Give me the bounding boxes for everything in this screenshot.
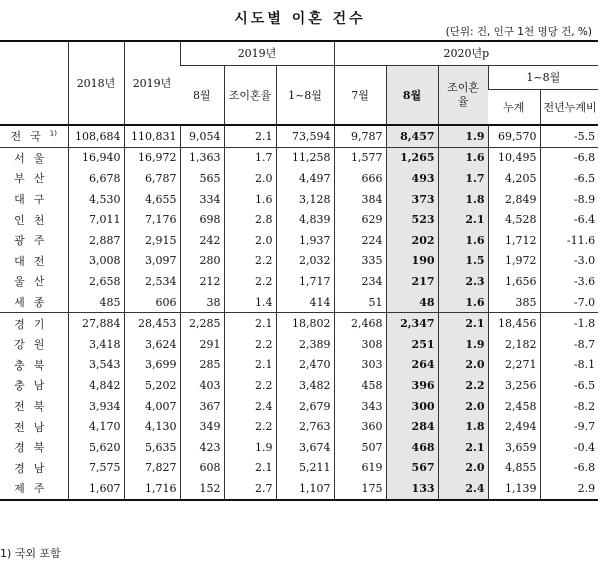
cell-aug20: 217 [386,271,438,292]
cell-rate19: 2.0 [224,168,276,189]
region-name: 전국 [10,130,50,144]
cell-y2019: 1,716 [124,478,180,500]
cell-rate19: 2.1 [224,313,276,334]
region-name: 부산 [14,172,54,186]
cell-y2019: 7,827 [124,458,180,479]
cell-cum20: 4,855 [488,458,540,479]
cell-cum20: 3,256 [488,375,540,396]
cell-jul20: 51 [334,292,386,313]
cell-cum20: 18,456 [488,313,540,334]
header-2018: 2018년 [68,41,124,125]
region-cell [0,355,68,376]
cell-janaug19: 414 [276,292,334,313]
cell-rate19: 1.9 [224,437,276,458]
cell-aug20: 523 [386,209,438,230]
cell-cum20: 1,139 [488,478,540,500]
cell-rate19: 2.4 [224,396,276,417]
table-row [0,147,598,168]
table-row [0,334,598,355]
cell-aug20: 202 [386,230,438,251]
cell-y2018: 7,575 [68,458,124,479]
header-cum-2020: 누계 [488,89,540,125]
region-name: 제주 [14,482,54,496]
cell-rate19: 2.0 [224,230,276,251]
cell-jul20: 666 [334,168,386,189]
region-name: 경북 [14,441,54,455]
cell-aug19: 152 [180,478,224,500]
cell-ratio20: 2.9 [540,478,598,500]
header-group-2019: 2019년 [180,41,334,65]
cell-ratio20: -11.6 [540,230,598,251]
cell-ratio20: -6.8 [540,147,598,168]
cell-aug19: 2,285 [180,313,224,334]
cell-aug19: 608 [180,458,224,479]
cell-jul20: 175 [334,478,386,500]
cell-aug19: 349 [180,416,224,437]
cell-y2019: 4,130 [124,416,180,437]
cell-rate19: 2.1 [224,458,276,479]
cell-rate19: 2.2 [224,416,276,437]
cell-ratio20: -8.1 [540,355,598,376]
region-name: 경기 [14,317,54,331]
cell-rate20: 2.1 [438,437,488,458]
cell-cum20: 2,458 [488,396,540,417]
cell-janaug19: 3,482 [276,375,334,396]
table-row [0,478,598,500]
cell-aug19: 285 [180,355,224,376]
region-name: 충남 [14,379,54,393]
header-aug-2019: 8월 [180,65,224,125]
cell-cum20: 4,528 [488,209,540,230]
cell-aug20: 48 [386,292,438,313]
cell-jul20: 458 [334,375,386,396]
cell-y2019: 5,202 [124,375,180,396]
cell-ratio20: -6.8 [540,458,598,479]
cell-rate20: 2.0 [438,355,488,376]
cell-aug20: 373 [386,189,438,210]
region-name: 대구 [14,193,54,207]
cell-y2018: 6,678 [68,168,124,189]
cell-aug20: 8,457 [386,125,438,147]
table-row [0,251,598,272]
region-name: 세종 [14,296,54,310]
cell-ratio20: -6.5 [540,168,598,189]
header-rate-2020: 조이혼율 [438,65,488,125]
cell-rate20: 1.7 [438,168,488,189]
cell-rate20: 1.5 [438,251,488,272]
cell-y2018: 3,543 [68,355,124,376]
cell-janaug19: 4,839 [276,209,334,230]
cell-jul20: 335 [334,251,386,272]
region-cell [0,271,68,292]
region-cell [0,230,68,251]
cell-rate20: 1.8 [438,189,488,210]
divorce-table [0,40,598,501]
cell-aug20: 493 [386,168,438,189]
header-rate-2019: 조이혼율 [224,65,276,125]
cell-jul20: 384 [334,189,386,210]
region-name: 울산 [14,275,54,289]
table-row [0,437,598,458]
table-row [0,416,598,437]
cell-janaug19: 2,679 [276,396,334,417]
region-cell [0,313,68,334]
cell-rate19: 1.7 [224,147,276,168]
cell-y2019: 5,635 [124,437,180,458]
region-name: 대전 [14,254,54,268]
cell-rate19: 2.1 [224,125,276,147]
table-row [0,125,598,147]
region-cell [0,478,68,500]
cell-rate19: 2.2 [224,375,276,396]
cell-cum20: 2,182 [488,334,540,355]
cell-janaug19: 2,032 [276,251,334,272]
cell-y2019: 7,176 [124,209,180,230]
cell-rate19: 2.1 [224,355,276,376]
cell-ratio20: -0.4 [540,437,598,458]
cell-janaug19: 11,258 [276,147,334,168]
cell-rate19: 2.2 [224,334,276,355]
region-cell [0,396,68,417]
region-cell [0,458,68,479]
cell-aug19: 38 [180,292,224,313]
table-row [0,230,598,251]
cell-rate20: 1.6 [438,292,488,313]
cell-y2019: 6,787 [124,168,180,189]
table-row [0,396,598,417]
region-cell [0,334,68,355]
cell-jul20: 629 [334,209,386,230]
footnote: 1) 국외 포함 [0,547,61,560]
cell-aug19: 291 [180,334,224,355]
cell-cum20: 2,494 [488,416,540,437]
cell-ratio20: -1.8 [540,313,598,334]
cell-rate20: 2.1 [438,209,488,230]
cell-aug19: 367 [180,396,224,417]
cell-aug19: 1,363 [180,147,224,168]
table-row [0,209,598,230]
cell-janaug19: 4,497 [276,168,334,189]
table-row [0,292,598,313]
region-name: 인천 [14,213,54,227]
cell-y2018: 4,530 [68,189,124,210]
cell-y2019: 2,534 [124,271,180,292]
region-name: 광주 [14,234,54,248]
cell-aug20: 468 [386,437,438,458]
cell-y2019: 16,972 [124,147,180,168]
cell-jul20: 619 [334,458,386,479]
cell-aug19: 423 [180,437,224,458]
cell-cum20: 69,570 [488,125,540,147]
cell-ratio20: -8.7 [540,334,598,355]
region-header [0,41,68,125]
cell-aug20: 567 [386,458,438,479]
cell-ratio20: -3.6 [540,271,598,292]
region-name: 충북 [14,358,54,372]
cell-rate20: 1.6 [438,230,488,251]
cell-janaug19: 1,717 [276,271,334,292]
cell-y2018: 4,170 [68,416,124,437]
cell-rate20: 2.3 [438,271,488,292]
cell-rate19: 2.7 [224,478,276,500]
cell-aug20: 133 [386,478,438,500]
region-name: 전남 [14,420,54,434]
cell-aug20: 190 [386,251,438,272]
cell-aug20: 264 [386,355,438,376]
cell-aug20: 2,347 [386,313,438,334]
cell-aug19: 280 [180,251,224,272]
cell-y2018: 3,008 [68,251,124,272]
cell-cum20: 3,659 [488,437,540,458]
region-cell [0,375,68,396]
cell-y2019: 2,915 [124,230,180,251]
cell-jul20: 343 [334,396,386,417]
footnote-marker: 1) [49,129,57,138]
cell-ratio20: -8.2 [540,396,598,417]
region-cell [0,147,68,168]
header-cum-ratio-2020: 전년누계비 [540,89,598,125]
cell-y2018: 4,842 [68,375,124,396]
header-2019: 2019년 [124,41,180,125]
cell-janaug19: 1,107 [276,478,334,500]
cell-aug19: 698 [180,209,224,230]
cell-janaug19: 3,674 [276,437,334,458]
cell-aug20: 284 [386,416,438,437]
cell-jul20: 360 [334,416,386,437]
cell-ratio20: -9.7 [540,416,598,437]
region-name: 전북 [14,400,54,414]
cell-y2018: 2,887 [68,230,124,251]
cell-y2018: 3,934 [68,396,124,417]
table-row [0,189,598,210]
region-name: 서울 [14,151,54,165]
cell-cum20: 2,271 [488,355,540,376]
cell-rate20: 2.1 [438,313,488,334]
cell-y2018: 16,940 [68,147,124,168]
cell-janaug19: 3,128 [276,189,334,210]
cell-jul20: 224 [334,230,386,251]
cell-jul20: 234 [334,271,386,292]
cell-rate20: 2.0 [438,458,488,479]
cell-janaug19: 18,802 [276,313,334,334]
cell-y2018: 485 [68,292,124,313]
cell-y2018: 27,884 [68,313,124,334]
cell-rate20: 1.9 [438,334,488,355]
cell-y2018: 7,011 [68,209,124,230]
cell-ratio20: -3.0 [540,251,598,272]
cell-jul20: 9,787 [334,125,386,147]
cell-y2018: 5,620 [68,437,124,458]
cell-rate20: 2.2 [438,375,488,396]
cell-y2019: 3,699 [124,355,180,376]
cell-aug19: 565 [180,168,224,189]
cell-aug20: 300 [386,396,438,417]
cell-aug20: 251 [386,334,438,355]
region-cell [0,251,68,272]
cell-ratio20: -6.4 [540,209,598,230]
cell-rate20: 2.4 [438,478,488,500]
cell-aug19: 9,054 [180,125,224,147]
cell-cum20: 10,495 [488,147,540,168]
cell-rate19: 2.8 [224,209,276,230]
region-name: 경남 [14,461,54,475]
cell-rate20: 1.8 [438,416,488,437]
header-aug-2020: 8월 [386,65,438,125]
cell-ratio20: -6.5 [540,375,598,396]
cell-aug19: 403 [180,375,224,396]
cell-cum20: 2,849 [488,189,540,210]
cell-rate20: 1.6 [438,147,488,168]
cell-janaug19: 2,470 [276,355,334,376]
region-name: 강원 [14,338,54,352]
cell-janaug19: 1,937 [276,230,334,251]
cell-y2019: 28,453 [124,313,180,334]
table-row [0,458,598,479]
header-group-2020: 2020년p [334,41,598,65]
cell-aug19: 212 [180,271,224,292]
header-jul-2020: 7월 [334,65,386,125]
cell-y2019: 4,655 [124,189,180,210]
cell-cum20: 1,712 [488,230,540,251]
cell-cum20: 4,205 [488,168,540,189]
cell-ratio20: -5.5 [540,125,598,147]
cell-cum20: 385 [488,292,540,313]
cell-janaug19: 73,594 [276,125,334,147]
cell-aug19: 334 [180,189,224,210]
table-row [0,168,598,189]
cell-janaug19: 5,211 [276,458,334,479]
table-row [0,375,598,396]
cell-rate19: 1.6 [224,189,276,210]
cell-aug20: 1,265 [386,147,438,168]
cell-y2018: 108,684 [68,125,124,147]
table-row [0,313,598,334]
page-title: 시도별 이혼 건수 [234,11,366,27]
header-janaug-2019: 1~8월 [276,65,334,125]
cell-y2019: 110,831 [124,125,180,147]
cell-cum20: 1,972 [488,251,540,272]
cell-rate19: 2.2 [224,251,276,272]
cell-rate20: 1.9 [438,125,488,147]
cell-rate20: 2.0 [438,396,488,417]
cell-jul20: 2,468 [334,313,386,334]
header-janaug-2020: 1~8월 [488,65,598,89]
cell-y2018: 2,658 [68,271,124,292]
region-cell [0,437,68,458]
cell-rate19: 1.4 [224,292,276,313]
table-row [0,271,598,292]
cell-janaug19: 2,763 [276,416,334,437]
cell-rate19: 2.2 [224,271,276,292]
region-cell [0,189,68,210]
cell-y2018: 1,607 [68,478,124,500]
cell-ratio20: -7.0 [540,292,598,313]
cell-jul20: 308 [334,334,386,355]
cell-y2019: 3,097 [124,251,180,272]
cell-jul20: 507 [334,437,386,458]
cell-aug20: 396 [386,375,438,396]
unit-note: (단위: 건, 인구 1천 명당 건, %) [445,26,592,38]
region-cell [0,125,68,147]
cell-y2019: 3,624 [124,334,180,355]
region-cell [0,292,68,313]
cell-cum20: 1,656 [488,271,540,292]
region-cell [0,168,68,189]
cell-y2018: 3,418 [68,334,124,355]
cell-y2019: 4,007 [124,396,180,417]
cell-jul20: 1,577 [334,147,386,168]
region-cell [0,209,68,230]
cell-janaug19: 2,389 [276,334,334,355]
cell-ratio20: -8.9 [540,189,598,210]
cell-aug19: 242 [180,230,224,251]
cell-y2019: 606 [124,292,180,313]
table-row [0,355,598,376]
region-cell [0,416,68,437]
cell-jul20: 303 [334,355,386,376]
